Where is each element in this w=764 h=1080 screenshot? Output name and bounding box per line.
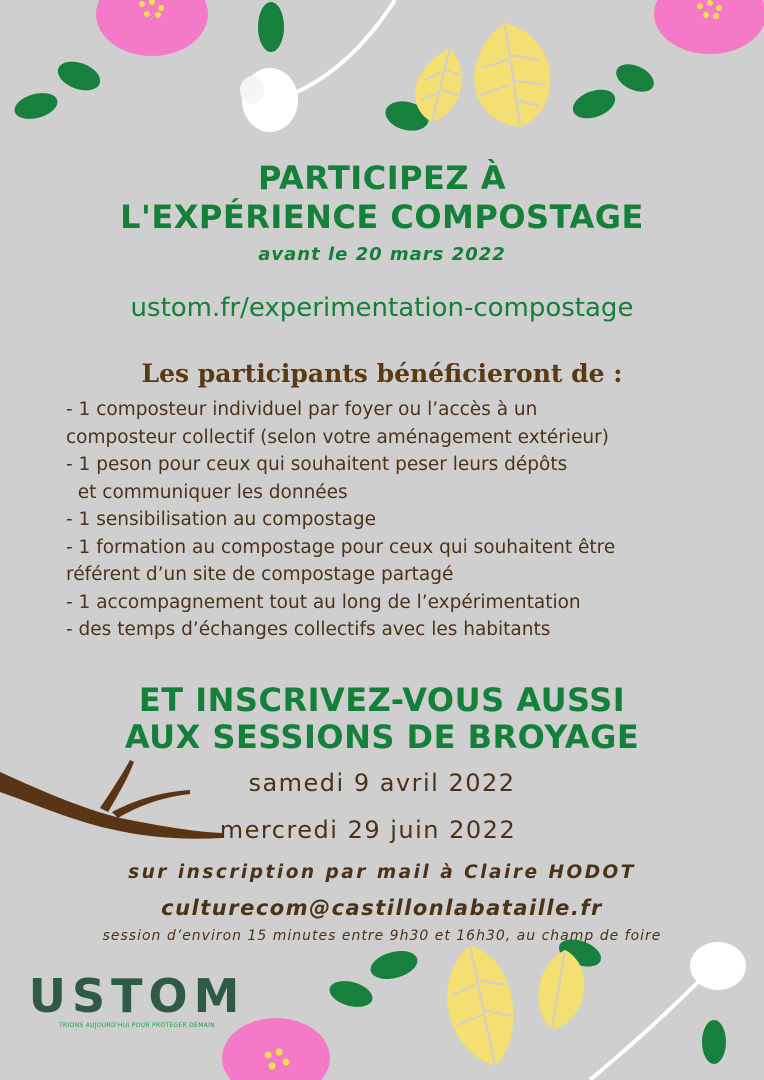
- benefit-line: référent d’un site de compostage partagé: [66, 564, 454, 585]
- yellow-leaf-icon: [447, 945, 513, 1066]
- yellow-leaf-icon: [415, 48, 462, 122]
- benefit-line: - 1 composteur individuel par foyer ou l’accès à un: [66, 399, 538, 420]
- benefit-line: - 1 peson pour ceux qui souhaitent peser leurs dépôts: [66, 454, 568, 475]
- leaf-icon: [612, 59, 658, 98]
- leaf-icon: [367, 946, 420, 984]
- inscription-text: sur inscription par mail à Claire HODOT: [128, 862, 636, 883]
- benefit-line: - 1 sensibilisation au compostage: [66, 509, 377, 530]
- leaf-icon: [12, 89, 61, 124]
- logo-tagline: TRIONS AUJOURD'HUI POUR PROTÉGER DEMAIN: [59, 1022, 215, 1029]
- pink-flower-icon: [654, 0, 764, 54]
- ustom-logo: [26, 968, 248, 1030]
- session-date-1: samedi 9 avril 2022: [248, 769, 516, 797]
- yellow-leaf-icon: [538, 950, 584, 1030]
- broyage-title-line-1: ET INSCRIVEZ-VOUS AUSSI: [138, 681, 626, 719]
- session-date-2: mercredi 29 juin 2022: [219, 816, 517, 844]
- leaf-icon: [569, 84, 619, 123]
- leaf-icon: [258, 2, 284, 52]
- benefit-line: composteur collectif (selon votre aménagement extérieur): [66, 426, 609, 448]
- logo-wordmark: USTOM: [28, 969, 246, 1023]
- leaf-icon: [54, 56, 104, 95]
- white-flower-icon: [690, 942, 746, 990]
- benefit-line: - 1 formation au compostage pour ceux qui souhaitent être: [66, 536, 616, 558]
- leaf-icon: [702, 1020, 726, 1064]
- leaf-icon: [327, 977, 376, 1012]
- deadline: avant le 20 mars 2022: [258, 244, 506, 265]
- yellow-leaf-icon: [476, 25, 548, 125]
- pink-flower-icon: [96, 0, 208, 56]
- benefits-heading: Les participants bénéficieront de :: [141, 359, 623, 388]
- session-info: session d’environ 15 minutes entre 9h30 et 16h30, au champ de foire: [102, 928, 662, 944]
- broyage-title-line-2: AUX SESSIONS DE BROYAGE: [124, 718, 640, 756]
- website-link[interactable]: ustom.fr/experimentation-compostage: [130, 293, 634, 323]
- benefits-list: [66, 396, 746, 644]
- benefit-line: - 1 accompagnement tout au long de l’expérimentation: [66, 591, 581, 613]
- title-line-2: L'EXPÉRIENCE COMPOSTAGE: [120, 198, 644, 236]
- title-line-1: PARTICIPEZ À: [257, 159, 507, 197]
- email-link[interactable]: culturecom@castillonlabataille.fr: [161, 896, 603, 920]
- benefit-line: - des temps d’échanges collectifs avec les habitants: [66, 619, 551, 640]
- white-flower-icon: [240, 68, 298, 132]
- benefit-line: et communiquer les données: [66, 481, 348, 503]
